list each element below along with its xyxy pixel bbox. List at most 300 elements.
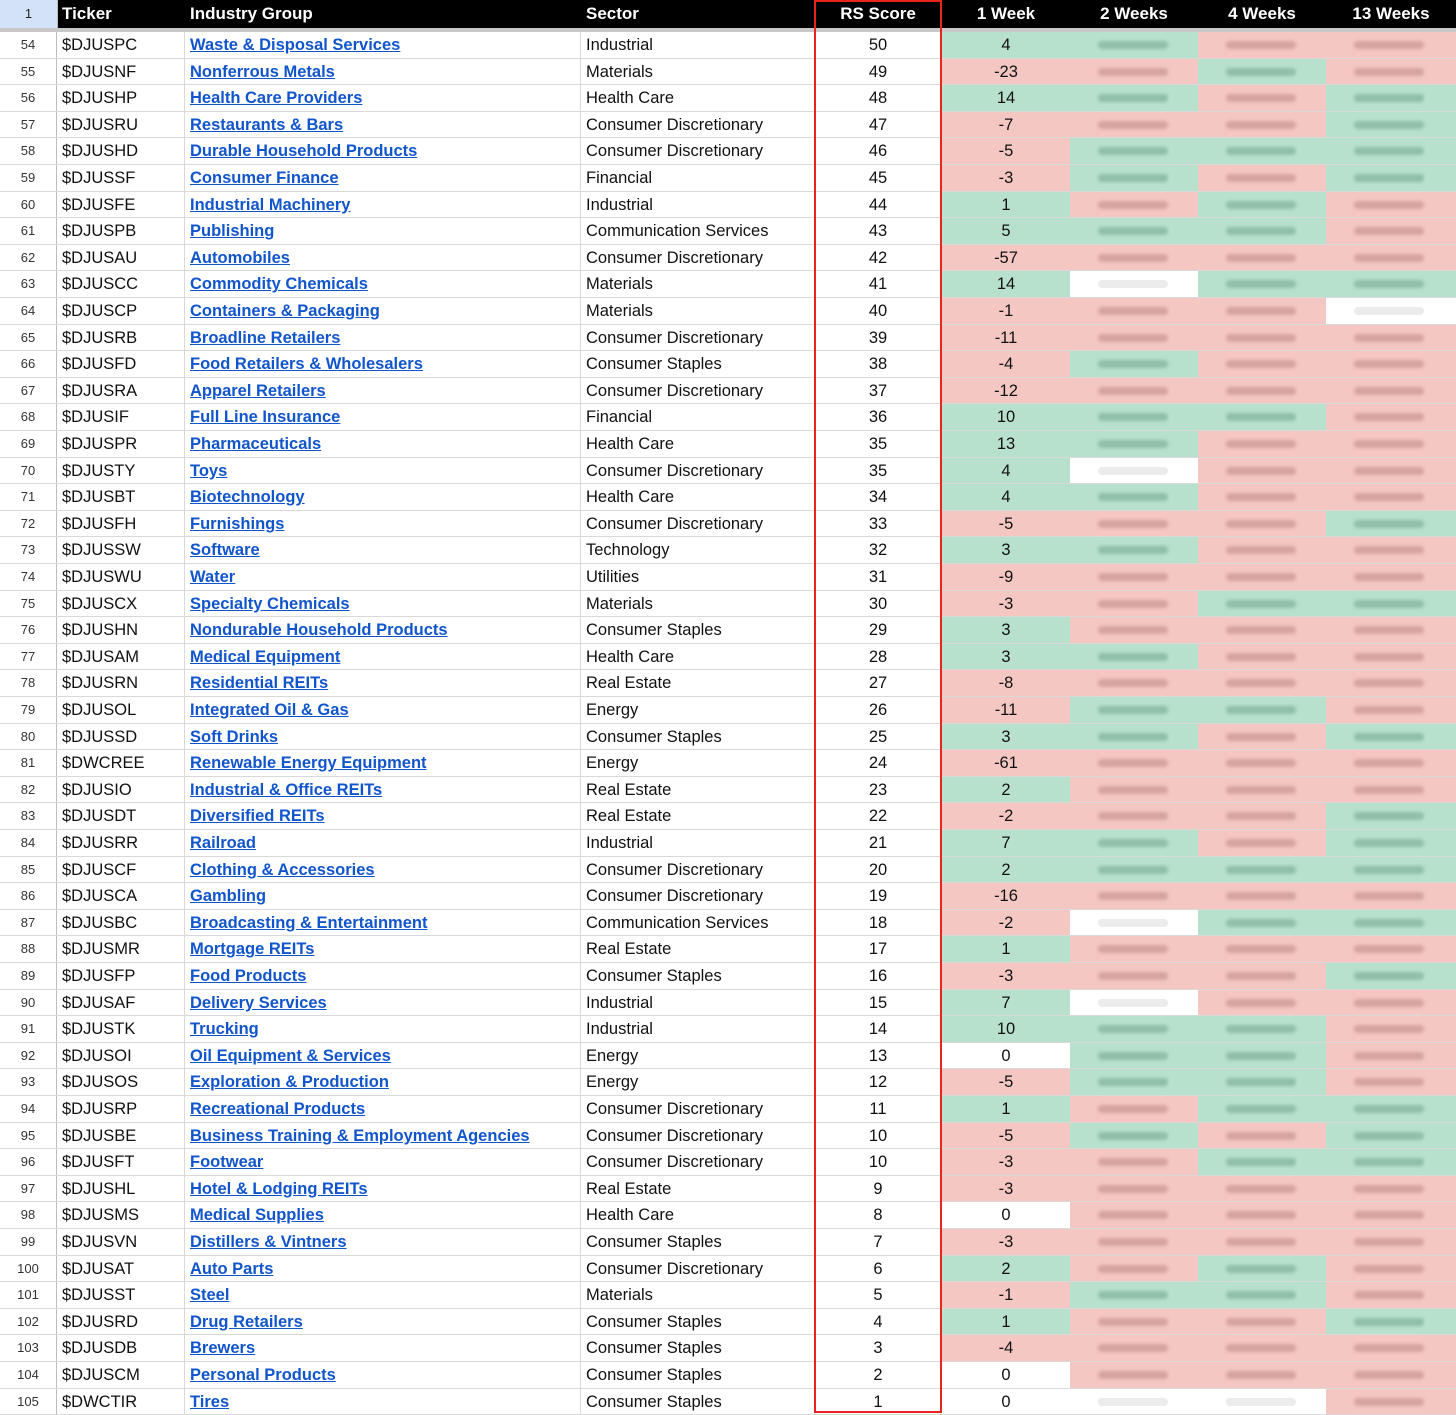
rs-score-cell[interactable]: 37	[868, 381, 888, 400]
rs-score-cell[interactable]: 42	[868, 248, 888, 267]
4-weeks-cell-redacted[interactable]	[1198, 1282, 1326, 1308]
1-week-cell[interactable]: 7	[942, 990, 1070, 1016]
sector-cell[interactable]: Consumer Discretionary	[586, 1153, 763, 1172]
1-week-cell[interactable]: -7	[942, 112, 1070, 138]
4-weeks-cell-redacted[interactable]	[1198, 830, 1326, 856]
rs-score-cell[interactable]: 24	[868, 754, 888, 773]
13-weeks-cell-redacted[interactable]	[1326, 564, 1456, 590]
ticker-cell[interactable]: $DJUSCC	[58, 271, 185, 297]
industry-group-cell[interactable]	[186, 617, 581, 643]
rs-score-cell[interactable]: 43	[868, 222, 888, 241]
rs-score-cell[interactable]: 40	[868, 302, 888, 320]
1-week-cell[interactable]: 4	[942, 484, 1070, 510]
industry-group-cell[interactable]	[186, 1202, 581, 1228]
4-weeks-cell-redacted[interactable]	[1198, 1335, 1326, 1361]
2-weeks-cell-redacted[interactable]	[1070, 1149, 1198, 1175]
2-weeks-cell-redacted[interactable]	[1070, 1282, 1198, 1308]
industry-group-link[interactable]: Nondurable Household Products	[190, 621, 448, 640]
ticker-cell[interactable]: $DJUSRB	[58, 325, 185, 351]
2-weeks-cell-redacted[interactable]	[1070, 564, 1198, 590]
2-weeks-cell-redacted[interactable]	[1070, 990, 1198, 1016]
2-weeks-cell-redacted[interactable]	[1070, 857, 1198, 883]
industry-group-cell[interactable]	[186, 32, 581, 58]
2-weeks-cell-redacted[interactable]	[1070, 936, 1198, 962]
2-weeks-cell-redacted[interactable]	[1070, 511, 1198, 537]
industry-group-cell[interactable]	[186, 644, 581, 670]
rs-score-cell[interactable]: 20	[868, 860, 888, 879]
13-weeks-cell-redacted[interactable]	[1326, 138, 1456, 164]
4-weeks-cell-redacted[interactable]	[1198, 750, 1326, 776]
2-weeks-cell-redacted[interactable]	[1070, 1123, 1198, 1149]
1-week-cell[interactable]: 0	[942, 1043, 1070, 1069]
1-week-cell[interactable]: 1	[942, 1309, 1070, 1335]
13-weeks-cell-redacted[interactable]	[1326, 803, 1456, 829]
13-weeks-cell-redacted[interactable]	[1326, 990, 1456, 1016]
industry-group-cell[interactable]	[186, 298, 581, 324]
industry-group-cell[interactable]	[186, 1069, 581, 1095]
rs-score-cell[interactable]: 14	[868, 1020, 888, 1039]
13-weeks-cell-redacted[interactable]	[1326, 298, 1456, 324]
ticker-cell[interactable]: $DJUSRD	[58, 1309, 185, 1335]
industry-group-cell[interactable]	[186, 1335, 581, 1361]
row-number[interactable]: 103	[0, 1335, 57, 1361]
2-weeks-cell-redacted[interactable]	[1070, 537, 1198, 563]
rs-score-cell[interactable]: 6	[873, 1259, 883, 1278]
sector-cell[interactable]: Communication Services	[586, 913, 769, 932]
1-week-cell[interactable]: 0	[942, 1202, 1070, 1228]
1-week-cell[interactable]: 3	[942, 644, 1070, 670]
1-week-cell[interactable]: -9	[942, 564, 1070, 590]
1-week-cell[interactable]: 13	[942, 431, 1070, 457]
column-header-sector[interactable]: Sector	[586, 4, 639, 23]
industry-group-cell[interactable]	[186, 591, 581, 617]
4-weeks-cell-redacted[interactable]	[1198, 777, 1326, 803]
13-weeks-cell-redacted[interactable]	[1326, 458, 1456, 484]
13-weeks-cell-redacted[interactable]	[1326, 857, 1456, 883]
13-weeks-cell-redacted[interactable]	[1326, 378, 1456, 404]
13-weeks-cell-redacted[interactable]	[1326, 112, 1456, 138]
ticker-cell[interactable]: $DJUSOI	[58, 1043, 185, 1069]
rs-score-cell[interactable]: 10	[868, 1153, 888, 1172]
industry-group-cell[interactable]	[186, 1256, 581, 1282]
rs-score-cell[interactable]: 41	[868, 275, 888, 294]
1-week-cell[interactable]: -61	[942, 750, 1070, 776]
industry-group-cell[interactable]	[186, 218, 581, 244]
1-week-cell[interactable]: -3	[942, 165, 1070, 191]
row-number[interactable]: 61	[0, 218, 57, 244]
industry-group-cell[interactable]	[186, 883, 581, 909]
row-number[interactable]: 73	[0, 537, 57, 563]
sector-cell[interactable]: Health Care	[586, 1206, 675, 1225]
industry-group-cell[interactable]	[186, 697, 581, 723]
rs-score-cell[interactable]: 15	[868, 993, 888, 1012]
row-number[interactable]: 63	[0, 271, 57, 297]
row-number[interactable]: 58	[0, 138, 57, 164]
sector-cell[interactable]: Health Care	[586, 89, 675, 108]
13-weeks-cell-redacted[interactable]	[1326, 59, 1456, 85]
industry-group-link[interactable]: Clothing & Accessories	[190, 860, 375, 879]
row-number-header[interactable]: 1	[0, 0, 58, 28]
sector-cell[interactable]: Technology	[586, 541, 670, 560]
4-weeks-cell-redacted[interactable]	[1198, 245, 1326, 271]
2-weeks-cell-redacted[interactable]	[1070, 112, 1198, 138]
industry-group-cell[interactable]	[186, 85, 581, 111]
4-weeks-cell-redacted[interactable]	[1198, 936, 1326, 962]
sector-cell[interactable]: Financial	[586, 408, 653, 427]
rs-score-cell[interactable]: 5	[873, 1286, 883, 1305]
13-weeks-cell-redacted[interactable]	[1326, 644, 1456, 670]
1-week-cell[interactable]: -3	[942, 1229, 1070, 1255]
industry-group-cell[interactable]	[186, 431, 581, 457]
row-number[interactable]: 68	[0, 404, 57, 430]
4-weeks-cell-redacted[interactable]	[1198, 1256, 1326, 1282]
1-week-cell[interactable]: -3	[942, 963, 1070, 989]
1-week-cell[interactable]: -23	[942, 59, 1070, 85]
13-weeks-cell-redacted[interactable]	[1326, 1229, 1456, 1255]
sector-cell[interactable]: Consumer Discretionary	[586, 1100, 763, 1118]
2-weeks-cell-redacted[interactable]	[1070, 1016, 1198, 1042]
13-weeks-cell-redacted[interactable]	[1326, 32, 1456, 58]
industry-group-link[interactable]: Software	[190, 541, 260, 560]
2-weeks-cell-redacted[interactable]	[1070, 404, 1198, 430]
industry-group-link[interactable]: Footwear	[190, 1153, 264, 1172]
sector-cell[interactable]: Health Care	[586, 435, 675, 453]
ticker-cell[interactable]: $DJUSBT	[58, 484, 185, 510]
1-week-cell[interactable]: 10	[942, 404, 1070, 430]
sector-cell[interactable]: Consumer Discretionary	[586, 514, 763, 533]
rs-score-cell[interactable]: 4	[873, 1312, 883, 1331]
sector-cell[interactable]: Real Estate	[586, 807, 672, 826]
industry-group-link[interactable]: Exploration & Production	[190, 1073, 389, 1092]
2-weeks-cell-redacted[interactable]	[1070, 750, 1198, 776]
industry-group-link[interactable]: Business Training & Employment Agencies	[190, 1126, 530, 1145]
row-number[interactable]: 69	[0, 431, 57, 457]
industry-group-cell[interactable]	[186, 724, 581, 750]
industry-group-cell[interactable]	[186, 484, 581, 510]
rs-score-cell[interactable]: 27	[868, 674, 888, 693]
1-week-cell[interactable]: 5	[942, 218, 1070, 244]
ticker-cell[interactable]: $DJUSPB	[58, 218, 185, 244]
13-weeks-cell-redacted[interactable]	[1326, 883, 1456, 909]
ticker-cell[interactable]: $DJUSSW	[58, 537, 185, 563]
ticker-cell[interactable]: $DJUSMS	[58, 1202, 185, 1228]
row-number[interactable]: 84	[0, 830, 57, 856]
industry-group-cell[interactable]	[186, 325, 581, 351]
13-weeks-cell-redacted[interactable]	[1326, 670, 1456, 696]
sector-cell[interactable]: Consumer Discretionary	[586, 860, 763, 879]
column-header-4-weeks[interactable]: 4 Weeks	[1228, 4, 1296, 23]
row-number[interactable]: 76	[0, 617, 57, 643]
sector-cell[interactable]: Energy	[586, 701, 639, 719]
1-week-cell[interactable]: 4	[942, 458, 1070, 484]
row-number[interactable]: 83	[0, 803, 57, 829]
rs-score-cell[interactable]: 28	[868, 647, 888, 666]
1-week-cell[interactable]: -12	[942, 378, 1070, 404]
13-weeks-cell-redacted[interactable]	[1326, 777, 1456, 803]
4-weeks-cell-redacted[interactable]	[1198, 1016, 1326, 1042]
industry-group-link[interactable]: Tires	[190, 1392, 230, 1411]
rs-score-cell[interactable]: 49	[868, 62, 888, 81]
1-week-cell[interactable]: -5	[942, 1069, 1070, 1095]
industry-group-cell[interactable]	[186, 564, 581, 590]
industry-group-cell[interactable]	[186, 857, 581, 883]
ticker-cell[interactable]: $DJUSDT	[58, 803, 185, 829]
column-header-13-weeks[interactable]: 13 Weeks	[1352, 4, 1430, 23]
sector-cell[interactable]: Industrial	[586, 195, 653, 214]
industry-group-cell[interactable]	[186, 1016, 581, 1042]
1-week-cell[interactable]: 3	[942, 537, 1070, 563]
rs-score-cell[interactable]: 13	[868, 1046, 888, 1065]
row-number[interactable]: 56	[0, 85, 57, 111]
industry-group-cell[interactable]	[186, 1149, 581, 1175]
row-number[interactable]: 54	[0, 32, 57, 58]
ticker-cell[interactable]: $DJUSTK	[58, 1016, 185, 1042]
row-number[interactable]: 74	[0, 564, 57, 590]
row-number[interactable]: 104	[0, 1362, 57, 1388]
2-weeks-cell-redacted[interactable]	[1070, 803, 1198, 829]
row-number[interactable]: 92	[0, 1043, 57, 1069]
sector-cell[interactable]: Real Estate	[586, 780, 672, 799]
4-weeks-cell-redacted[interactable]	[1198, 670, 1326, 696]
row-number[interactable]: 67	[0, 378, 57, 404]
sector-cell[interactable]: Energy	[586, 754, 639, 773]
row-number[interactable]: 90	[0, 990, 57, 1016]
rs-score-cell[interactable]: 33	[868, 514, 888, 533]
2-weeks-cell-redacted[interactable]	[1070, 883, 1198, 909]
rs-score-cell[interactable]: 29	[868, 621, 888, 640]
industry-group-link[interactable]: Industrial & Office REITs	[190, 780, 383, 799]
column-header-ticker[interactable]: Ticker	[62, 4, 112, 23]
industry-group-link[interactable]: Broadcasting & Entertainment	[190, 913, 428, 932]
2-weeks-cell-redacted[interactable]	[1070, 1043, 1198, 1069]
13-weeks-cell-redacted[interactable]	[1326, 936, 1456, 962]
industry-group-cell[interactable]	[186, 537, 581, 563]
industry-group-cell[interactable]	[186, 1123, 581, 1149]
4-weeks-cell-redacted[interactable]	[1198, 617, 1326, 643]
column-header-1-week[interactable]: 1 Week	[976, 4, 1036, 23]
1-week-cell[interactable]: -57	[942, 245, 1070, 271]
2-weeks-cell-redacted[interactable]	[1070, 378, 1198, 404]
ticker-cell[interactable]: $DJUSVN	[58, 1229, 185, 1255]
4-weeks-cell-redacted[interactable]	[1198, 1069, 1326, 1095]
4-weeks-cell-redacted[interactable]	[1198, 1362, 1326, 1388]
13-weeks-cell-redacted[interactable]	[1326, 271, 1456, 297]
4-weeks-cell-redacted[interactable]	[1198, 138, 1326, 164]
row-number[interactable]: 105	[0, 1389, 57, 1415]
4-weeks-cell-redacted[interactable]	[1198, 165, 1326, 191]
row-number[interactable]: 89	[0, 963, 57, 989]
2-weeks-cell-redacted[interactable]	[1070, 777, 1198, 803]
industry-group-link[interactable]: Toys	[190, 461, 228, 480]
13-weeks-cell-redacted[interactable]	[1326, 165, 1456, 191]
ticker-cell[interactable]: $DJUSRU	[58, 112, 185, 138]
industry-group-link[interactable]: Commodity Chemicals	[190, 275, 368, 294]
industry-group-link[interactable]: Broadline Retailers	[190, 328, 341, 347]
industry-group-link[interactable]: Food Retailers & Wholesalers	[190, 355, 423, 374]
1-week-cell[interactable]: -5	[942, 138, 1070, 164]
2-weeks-cell-redacted[interactable]	[1070, 670, 1198, 696]
4-weeks-cell-redacted[interactable]	[1198, 1309, 1326, 1335]
industry-group-link[interactable]: Specialty Chemicals	[190, 594, 350, 613]
row-number[interactable]: 60	[0, 192, 57, 218]
2-weeks-cell-redacted[interactable]	[1070, 617, 1198, 643]
sector-cell[interactable]: Industrial	[586, 993, 653, 1012]
industry-group-link[interactable]: Publishing	[190, 222, 275, 241]
industry-group-link[interactable]: Auto Parts	[190, 1259, 274, 1278]
4-weeks-cell-redacted[interactable]	[1198, 990, 1326, 1016]
row-number[interactable]: 101	[0, 1282, 57, 1308]
industry-group-link[interactable]: Trucking	[190, 1020, 259, 1039]
rs-score-cell[interactable]: 25	[868, 727, 888, 746]
rs-score-cell[interactable]: 12	[868, 1073, 888, 1092]
13-weeks-cell-redacted[interactable]	[1326, 1016, 1456, 1042]
industry-group-cell[interactable]	[186, 830, 581, 856]
13-weeks-cell-redacted[interactable]	[1326, 1149, 1456, 1175]
13-weeks-cell-redacted[interactable]	[1326, 1043, 1456, 1069]
13-weeks-cell-redacted[interactable]	[1326, 1202, 1456, 1228]
4-weeks-cell-redacted[interactable]	[1198, 1202, 1326, 1228]
row-number[interactable]: 64	[0, 298, 57, 324]
2-weeks-cell-redacted[interactable]	[1070, 192, 1198, 218]
13-weeks-cell-redacted[interactable]	[1326, 325, 1456, 351]
13-weeks-cell-redacted[interactable]	[1326, 85, 1456, 111]
row-number[interactable]: 71	[0, 484, 57, 510]
ticker-cell[interactable]: $DJUSMR	[58, 936, 185, 962]
13-weeks-cell-redacted[interactable]	[1326, 218, 1456, 244]
ticker-cell[interactable]: $DJUSPR	[58, 431, 185, 457]
ticker-cell[interactable]: $DJUSRA	[58, 378, 185, 404]
13-weeks-cell-redacted[interactable]	[1326, 511, 1456, 537]
sector-cell[interactable]: Materials	[586, 275, 653, 294]
industry-group-link[interactable]: Automobiles	[190, 248, 290, 267]
sector-cell[interactable]: Consumer Staples	[586, 1312, 722, 1331]
row-number[interactable]: 99	[0, 1229, 57, 1255]
2-weeks-cell-redacted[interactable]	[1070, 644, 1198, 670]
1-week-cell[interactable]: 7	[942, 830, 1070, 856]
industry-group-cell[interactable]	[186, 777, 581, 803]
industry-group-link[interactable]: Mortgage REITs	[190, 940, 315, 959]
sector-cell[interactable]: Materials	[586, 62, 653, 81]
industry-group-cell[interactable]	[186, 1362, 581, 1388]
rs-score-cell[interactable]: 22	[868, 807, 888, 826]
2-weeks-cell-redacted[interactable]	[1070, 1096, 1198, 1122]
ticker-cell[interactable]: $DJUSRN	[58, 670, 185, 696]
1-week-cell[interactable]: -1	[942, 298, 1070, 324]
4-weeks-cell-redacted[interactable]	[1198, 298, 1326, 324]
industry-group-link[interactable]: Delivery Services	[190, 993, 327, 1012]
sector-cell[interactable]: Consumer Staples	[586, 1339, 722, 1358]
4-weeks-cell-redacted[interactable]	[1198, 404, 1326, 430]
1-week-cell[interactable]: 1	[942, 192, 1070, 218]
sector-cell[interactable]: Financial	[586, 169, 653, 187]
row-number[interactable]: 94	[0, 1096, 57, 1122]
sector-cell[interactable]: Consumer Staples	[586, 1392, 722, 1411]
2-weeks-cell-redacted[interactable]	[1070, 458, 1198, 484]
industry-group-cell[interactable]	[186, 165, 581, 191]
1-week-cell[interactable]: 10	[942, 1016, 1070, 1042]
industry-group-cell[interactable]	[186, 1229, 581, 1255]
1-week-cell[interactable]: 14	[942, 85, 1070, 111]
13-weeks-cell-redacted[interactable]	[1326, 537, 1456, 563]
1-week-cell[interactable]: -11	[942, 325, 1070, 351]
13-weeks-cell-redacted[interactable]	[1326, 830, 1456, 856]
ticker-cell[interactable]: $DJUSPC	[58, 32, 185, 58]
4-weeks-cell-redacted[interactable]	[1198, 85, 1326, 111]
13-weeks-cell-redacted[interactable]	[1326, 431, 1456, 457]
1-week-cell[interactable]: -3	[942, 1149, 1070, 1175]
1-week-cell[interactable]: -5	[942, 1123, 1070, 1149]
industry-group-link[interactable]: Apparel Retailers	[190, 381, 326, 400]
4-weeks-cell-redacted[interactable]	[1198, 32, 1326, 58]
ticker-cell[interactable]: $DJUSHL	[58, 1176, 185, 1202]
4-weeks-cell-redacted[interactable]	[1198, 1176, 1326, 1202]
sector-cell[interactable]: Industrial	[586, 834, 653, 852]
rs-score-cell[interactable]: 19	[868, 887, 888, 906]
row-number[interactable]: 86	[0, 883, 57, 909]
13-weeks-cell-redacted[interactable]	[1326, 1256, 1456, 1282]
4-weeks-cell-redacted[interactable]	[1198, 1096, 1326, 1122]
2-weeks-cell-redacted[interactable]	[1070, 85, 1198, 111]
industry-group-link[interactable]: Integrated Oil & Gas	[190, 701, 349, 719]
1-week-cell[interactable]: 1	[942, 936, 1070, 962]
13-weeks-cell-redacted[interactable]	[1326, 697, 1456, 723]
ticker-cell[interactable]: $DJUSFD	[58, 351, 185, 377]
2-weeks-cell-redacted[interactable]	[1070, 271, 1198, 297]
ticker-cell[interactable]: $DJUSFT	[58, 1149, 185, 1175]
2-weeks-cell-redacted[interactable]	[1070, 1309, 1198, 1335]
industry-group-cell[interactable]	[186, 910, 581, 936]
4-weeks-cell-redacted[interactable]	[1198, 271, 1326, 297]
industry-group-cell[interactable]	[186, 1096, 581, 1122]
row-number[interactable]: 75	[0, 591, 57, 617]
ticker-cell[interactable]: $DJUSRP	[58, 1096, 185, 1122]
rs-score-cell[interactable]: 1	[873, 1392, 883, 1411]
industry-group-cell[interactable]	[186, 458, 581, 484]
4-weeks-cell-redacted[interactable]	[1198, 511, 1326, 537]
industry-group-link[interactable]: Water	[190, 568, 236, 586]
1-week-cell[interactable]: 2	[942, 857, 1070, 883]
column-header-2-weeks[interactable]: 2 Weeks	[1100, 4, 1168, 23]
ticker-cell[interactable]: $DJUSNF	[58, 59, 185, 85]
industry-group-cell[interactable]	[186, 351, 581, 377]
industry-group-link[interactable]: Brewers	[190, 1339, 256, 1358]
industry-group-link[interactable]: Containers & Packaging	[190, 302, 380, 320]
4-weeks-cell-redacted[interactable]	[1198, 458, 1326, 484]
rs-score-cell[interactable]: 17	[868, 940, 888, 959]
rs-score-cell[interactable]: 47	[868, 115, 888, 134]
4-weeks-cell-redacted[interactable]	[1198, 351, 1326, 377]
sector-cell[interactable]: Real Estate	[586, 940, 672, 959]
1-week-cell[interactable]: 3	[942, 724, 1070, 750]
2-weeks-cell-redacted[interactable]	[1070, 1362, 1198, 1388]
4-weeks-cell-redacted[interactable]	[1198, 325, 1326, 351]
sector-cell[interactable]: Consumer Discretionary	[586, 142, 763, 161]
industry-group-cell[interactable]	[186, 404, 581, 430]
ticker-cell[interactable]: $DJUSCP	[58, 298, 185, 324]
industry-group-link[interactable]: Steel	[190, 1286, 230, 1305]
ticker-cell[interactable]: $DJUSDB	[58, 1335, 185, 1361]
sector-cell[interactable]: Consumer Staples	[586, 355, 722, 374]
4-weeks-cell-redacted[interactable]	[1198, 883, 1326, 909]
2-weeks-cell-redacted[interactable]	[1070, 32, 1198, 58]
sector-cell[interactable]: Consumer Staples	[586, 967, 722, 985]
row-number[interactable]: 72	[0, 511, 57, 537]
row-number[interactable]: 93	[0, 1069, 57, 1095]
4-weeks-cell-redacted[interactable]	[1198, 724, 1326, 750]
2-weeks-cell-redacted[interactable]	[1070, 165, 1198, 191]
1-week-cell[interactable]: -3	[942, 1176, 1070, 1202]
industry-group-cell[interactable]	[186, 59, 581, 85]
